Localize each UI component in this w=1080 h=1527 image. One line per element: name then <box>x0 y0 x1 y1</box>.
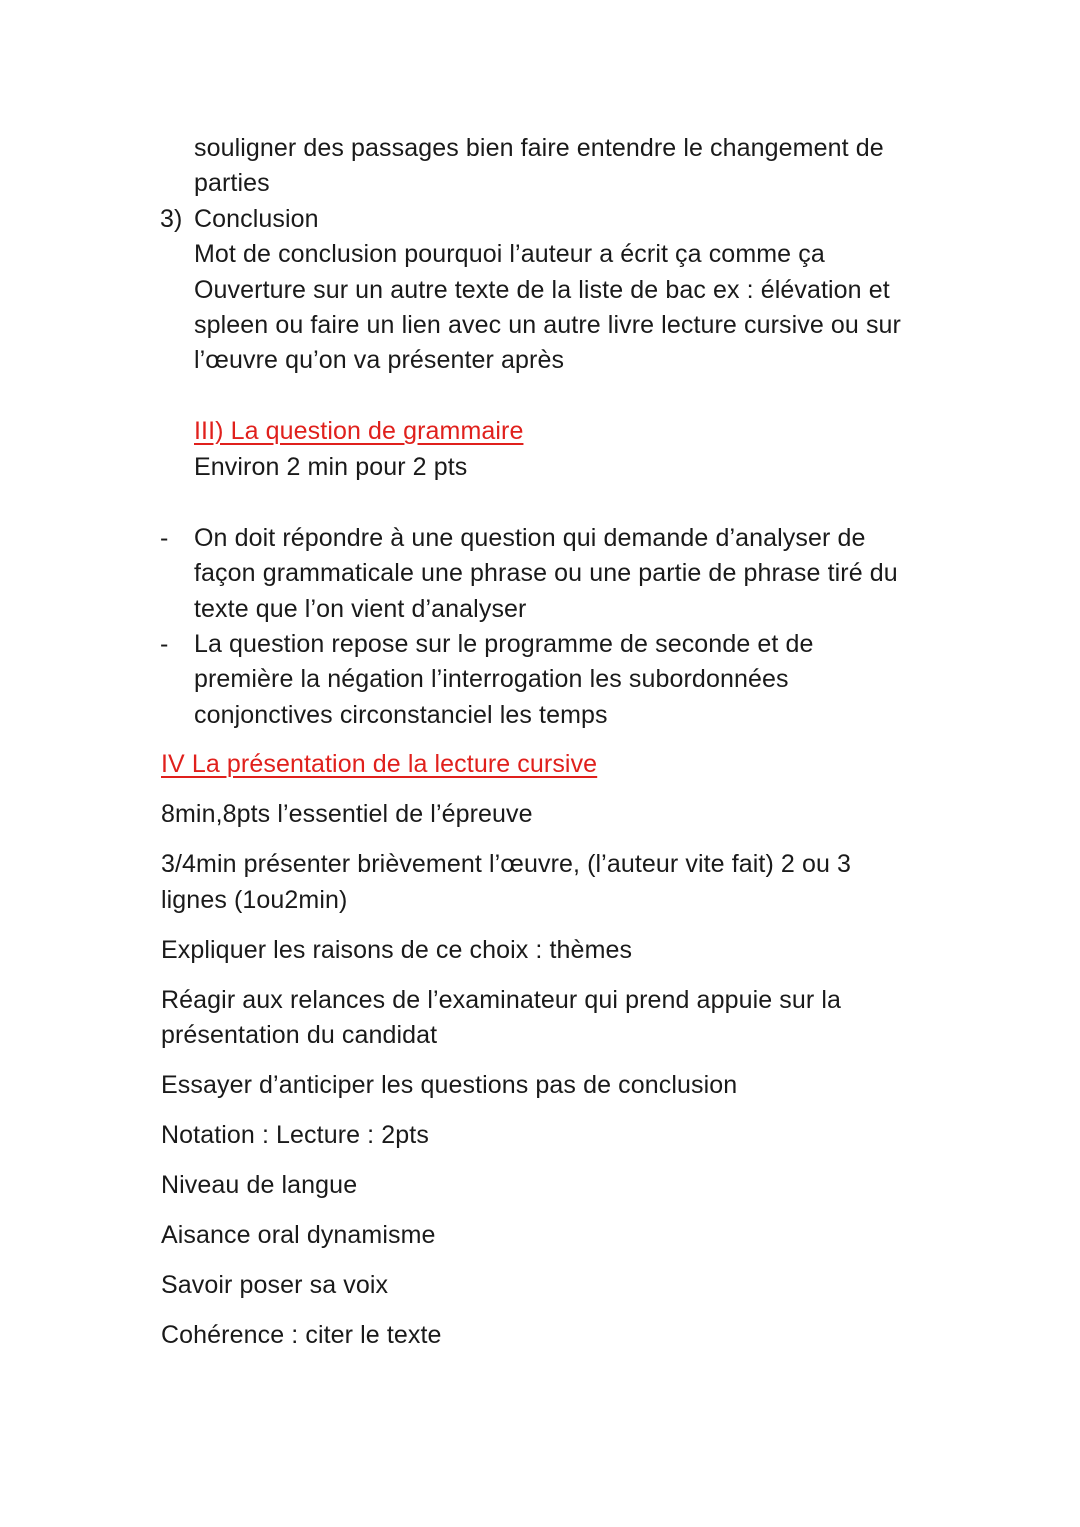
section-4-heading: IV La présentation de la lecture cursive <box>161 750 598 778</box>
bullet-1-line-2: façon grammaticale une phrase ou une partie de phrase tiré du <box>194 559 898 587</box>
section-3-subtitle: Environ 2 min pour 2 pts <box>194 453 468 481</box>
section-4-paragraph-8: Aisance oral dynamisme <box>161 1221 436 1249</box>
section-4-paragraph-4-line-2: présentation du candidat <box>161 1021 438 1049</box>
section-4-paragraph-2-line-1: 3/4min présenter brièvement l’œuvre, (l’auteur vite fait) 2 ou 3 <box>161 850 852 878</box>
section-4-paragraph-9: Savoir poser sa voix <box>161 1271 389 1299</box>
section-4-paragraph-4-line-1: Réagir aux relances de l’examinateur qui prend appuie sur la <box>161 986 842 1014</box>
section-4-paragraph-1: 8min,8pts l’essentiel de l’épreuve <box>161 800 533 828</box>
conclusion-line-4: l’œuvre qu’on va présenter après <box>194 346 565 374</box>
bullet-2-line-1: La question repose sur le programme de seconde et de <box>194 630 814 658</box>
conclusion-number: 3) <box>160 205 183 233</box>
bullet-marker: - <box>160 524 169 552</box>
conclusion-line-3: spleen ou faire un lien avec un autre livre lecture cursive ou sur <box>194 311 901 339</box>
section-4-paragraph-2-line-2: lignes (1ou2min) <box>161 886 348 914</box>
continuation-line-1: souligner des passages bien faire entendre le changement de <box>194 134 884 162</box>
conclusion-title: Conclusion <box>194 205 319 233</box>
bullet-2-line-3: conjonctives circonstanciel les temps <box>194 701 608 729</box>
section-4-paragraph-7: Niveau de langue <box>161 1171 358 1199</box>
section-4-paragraph-10: Cohérence : citer le texte <box>161 1321 442 1349</box>
section-3-heading: III) La question de grammaire <box>194 417 524 445</box>
section-4-paragraph-3: Expliquer les raisons de ce choix : thèmes <box>161 936 633 964</box>
bullet-marker: - <box>160 630 169 658</box>
bullet-2-line-2: première la négation l’interrogation les subordonnées <box>194 665 789 693</box>
bullet-1-line-1: On doit répondre à une question qui demande d’analyser de <box>194 524 866 552</box>
conclusion-line-1: Mot de conclusion pourquoi l’auteur a écrit ça comme ça <box>194 240 825 268</box>
continuation-line-2: parties <box>194 169 270 197</box>
section-4-paragraph-5: Essayer d’anticiper les questions pas de conclusion <box>161 1071 738 1099</box>
bullet-1-line-3: texte que l’on vient d’analyser <box>194 595 527 623</box>
conclusion-line-2: Ouverture sur un autre texte de la liste de bac ex : élévation et <box>194 276 890 304</box>
section-4-paragraph-6: Notation : Lecture : 2pts <box>161 1121 429 1149</box>
